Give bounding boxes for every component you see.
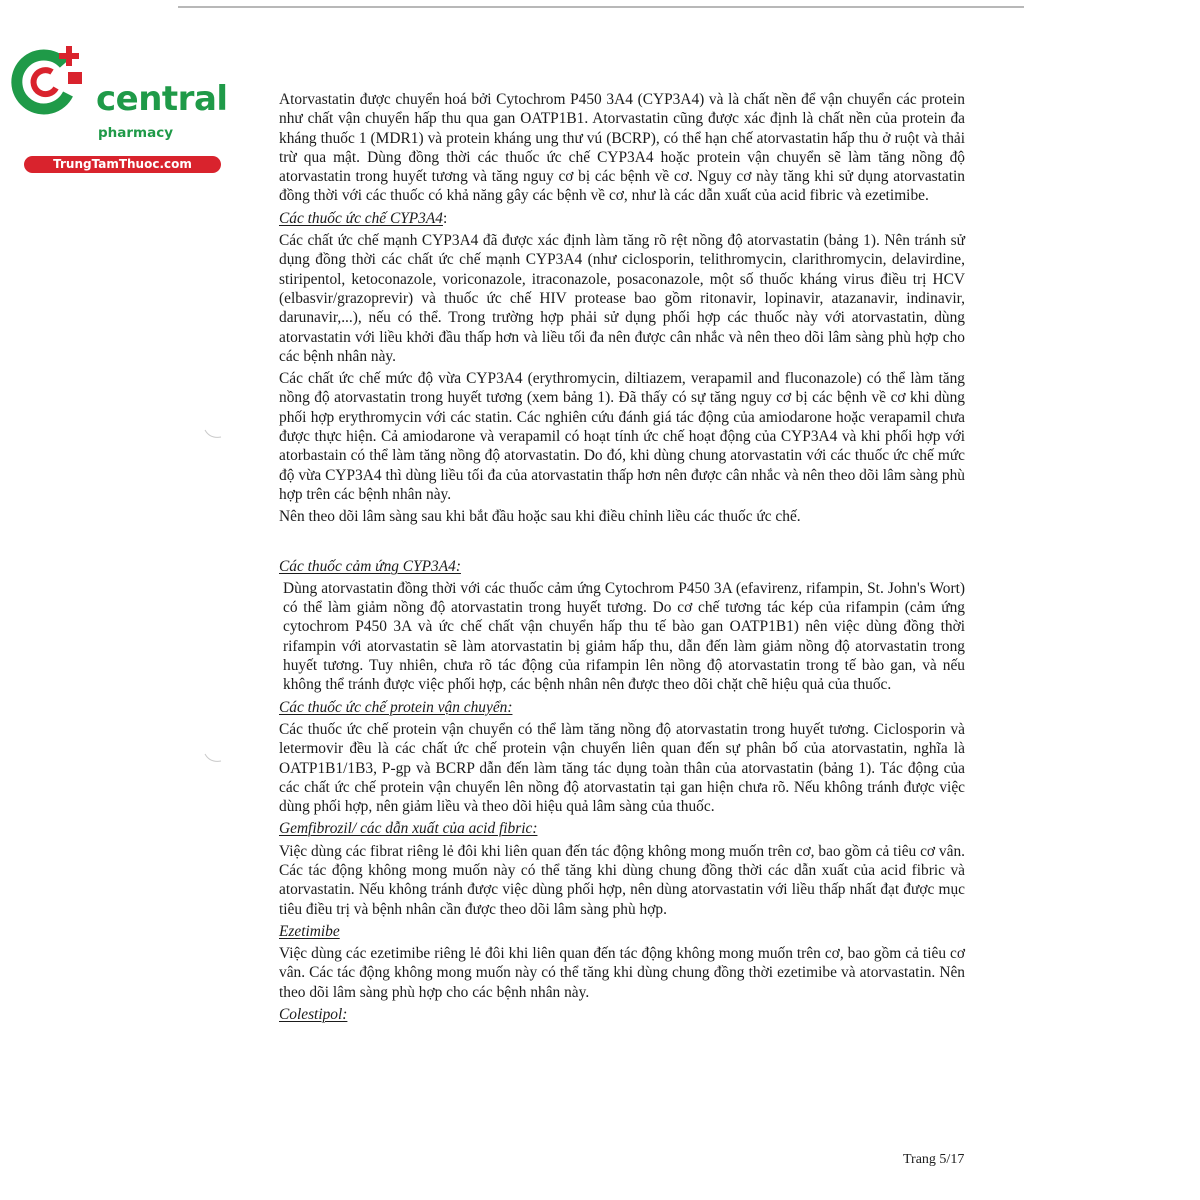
page-number: Trang 5/17 [903,1152,965,1167]
brand-name: central [96,79,228,119]
heading-gemfibrozil: Gemfibrozil/ các dẫn xuất của acid fibric: [279,820,538,838]
ezetimibe-paragraph: Việc dùng các ezetimibe riêng lẻ đôi khi liên quan đến tác động không mong muốn trên cơ, bao gồm cả tiêu cơ vân. Các tác động không mong muốn này có thể tăng khi dùng chung đồng thời ezetimibe và atorvastatin. Nên theo dõi lâm sàng phù hợp cho các bệnh nhân này. [279,945,965,1001]
heading-colon: : [442,209,448,227]
heading-cyp3a4-inducers: Các thuốc cảm ứng CYP3A4: [279,557,461,575]
heading-text: Các thuốc ức chế CYP3A4 [279,209,443,227]
heading-cyp3a4-inhibitors [279,209,965,228]
brand-tagline: pharmacy [98,125,174,141]
transporter-paragraph: Các thuốc ức chế protein vận chuyển có thể làm tăng nồng độ atorvastatin trong huyết tương. Ciclosporin và letermovir đều là các chất ức chế protein vận chuyển liên quan đến sự phân bố của atorvastatin, nghĩa là OATP1B1/1B3, P-gp và BCRP dẫn đến làm tăng tác dụng toàn thân của atorvastatin (bảng 1). Tác động của các chất ức chế protein vận chuyển lên nồng độ atorvastatin tại gan hiện chưa rõ. Nếu không tránh được việc dùng phối hợp, nên giảm liều và theo dõi hiệu quả lâm sàng của thuốc. [279,720,965,816]
heading-transporter-inhibitors: Các thuốc ức chế protein vận chuyển: [279,698,513,716]
central-pharmacy-logo-icon [10,38,90,118]
top-border-line [178,6,1024,8]
central-pharmacy-logo[interactable] [10,38,228,171]
heading-ezetimibe: Ezetimibe [279,922,340,940]
moderate-inhibitors-paragraph: Các chất ức chế mức độ vừa CYP3A4 (erythromycin, diltiazem, verapamil and fluconazole) có thể làm tăng nồng độ atorvastatin trong huyết tương (xem bảng 1). Đã thấy có sự tăng nguy cơ bị các bệnh về cơ khi dùng phối hợp erythromycin với các statin. Các nghiên cứu đánh giá tác động của amiodarone hoặc verapamil chưa được thực hiện. Cả amiodarone và verapamil có hoạt tính ức chế hoạt động của CYP3A4 và khi phối hợp với atorbastain có thể làm tăng nồng độ atorvastatin. Do đó, khi dùng chung atorvastatin với các thuốc ức chế mức độ vừa CYP3A4 thì dùng liều tối đa của atorvastatin thấp hơn nên được cân nhắc và nên theo dõi lâm sàng phù hợp trên các bệnh nhân này. [279,370,965,503]
scan-mark [204,752,222,764]
inducers-paragraph: Dùng atorvastatin đồng thời với các thuốc cảm ứng Cytochrom P450 3A (efavirenz, rifampin, St. John's Wort) có thể làm giảm nồng độ atorvastatin trong huyết tương. Do cơ chế tương tác kép của rifampin (cảm ứng cytochrom P450 3A và ức chế chất vận chuyển hấp thu tế bào gan OATP1B1) nên việc dùng đồng thời rifampin với atorvastatin sẽ làm atorvastatin bị giảm hấp thu, dẫn đến làm giảm nồng độ atorvastatin trong huyết tương. Tuy nhiên, chưa rõ tác động của rifampin lên nồng độ atorvastatin trong tế bào gan, và nếu không thể tránh được việc phối hợp, các bệnh nhân nên được theo dõi chặt chẽ hiệu quả của thuốc. [283,579,965,694]
strong-inhibitors-paragraph: Các chất ức chế mạnh CYP3A4 đã được xác định làm tăng rõ rệt nồng độ atorvastatin (bảng 1). Nên tránh sử dụng đồng thời các chất ức chế mạnh CYP3A4 (như ciclosporin, telithromycin, clarithromycin, delavirdine, stiripentol, ketoconazole, voriconazole, itraconazole, posaconazole, một số thuốc kháng virus điều trị HCV (elbasvir/grazoprevir) và thuốc ức chế HIV protease bao gồm ritonavir, lopinavir, atazanavir, indinavir, darunavir,...), nếu có thể. Trong trường hợp phải sử dụng phối hợp các thuốc này với atorvastatin, dùng atorvastatin với liều khởi đầu thấp hơn và liều tối đa nên được cân nhắc và nên theo dõi lâm sàng phù hợp cho các bệnh nhân này. [279,232,965,365]
website-banner[interactable]: TrungTamThuoc.com [24,156,221,173]
monitoring-paragraph: Nên theo dõi lâm sàng sau khi bắt đầu hoặc sau khi điều chỉnh liều các thuốc ức chế. [279,508,801,526]
intro-paragraph: Atorvastatin được chuyển hoá bởi Cytochrom P450 3A4 (CYP3A4) và là chất nền để vận chuyển các protein như chất vận chuyển hấp thu qua gan OATP1B1. Atorvastatin cũng được xác định là chất nền của protein đa kháng thuốc 1 (MDR1) và protein kháng ung thư vú (BCRP), có thể hạn chế atorvastatin hấp thu ở ruột và thải trừ qua mật. Dùng đồng thời các thuốc ức chế CYP3A4 hoặc protein vận chuyển sẽ làm tăng nồng độ atorvastatin trong huyết tương và tăng nguy cơ bị các bệnh về cơ. Nguy cơ này tăng khi sử dụng atorvastatin đồng thời với các thuốc có khả năng gây các bệnh về cơ, như là các dẫn xuất của acid fibric và ezetimibe. [279,91,965,205]
gemfibrozil-paragraph: Việc dùng các fibrat riêng lẻ đôi khi liên quan đến tác động không mong muốn trên cơ, bao gồm cả tiêu cơ vân. Các tác động không mong muốn này có thể tăng khi dùng chung đồng thời các dẫn xuất của acid fibric và atorvastatin. Nếu không tránh được việc dùng phối hợp, nên dùng atorvastatin với liều thấp nhất đạt được mục tiêu điều trị và bệnh nhân cần được theo dõi lâm sàng phù hợp. [279,842,965,918]
scan-mark [204,428,222,440]
document-body [279,90,965,1024]
heading-colestipol: Colestipol: [279,1006,348,1024]
